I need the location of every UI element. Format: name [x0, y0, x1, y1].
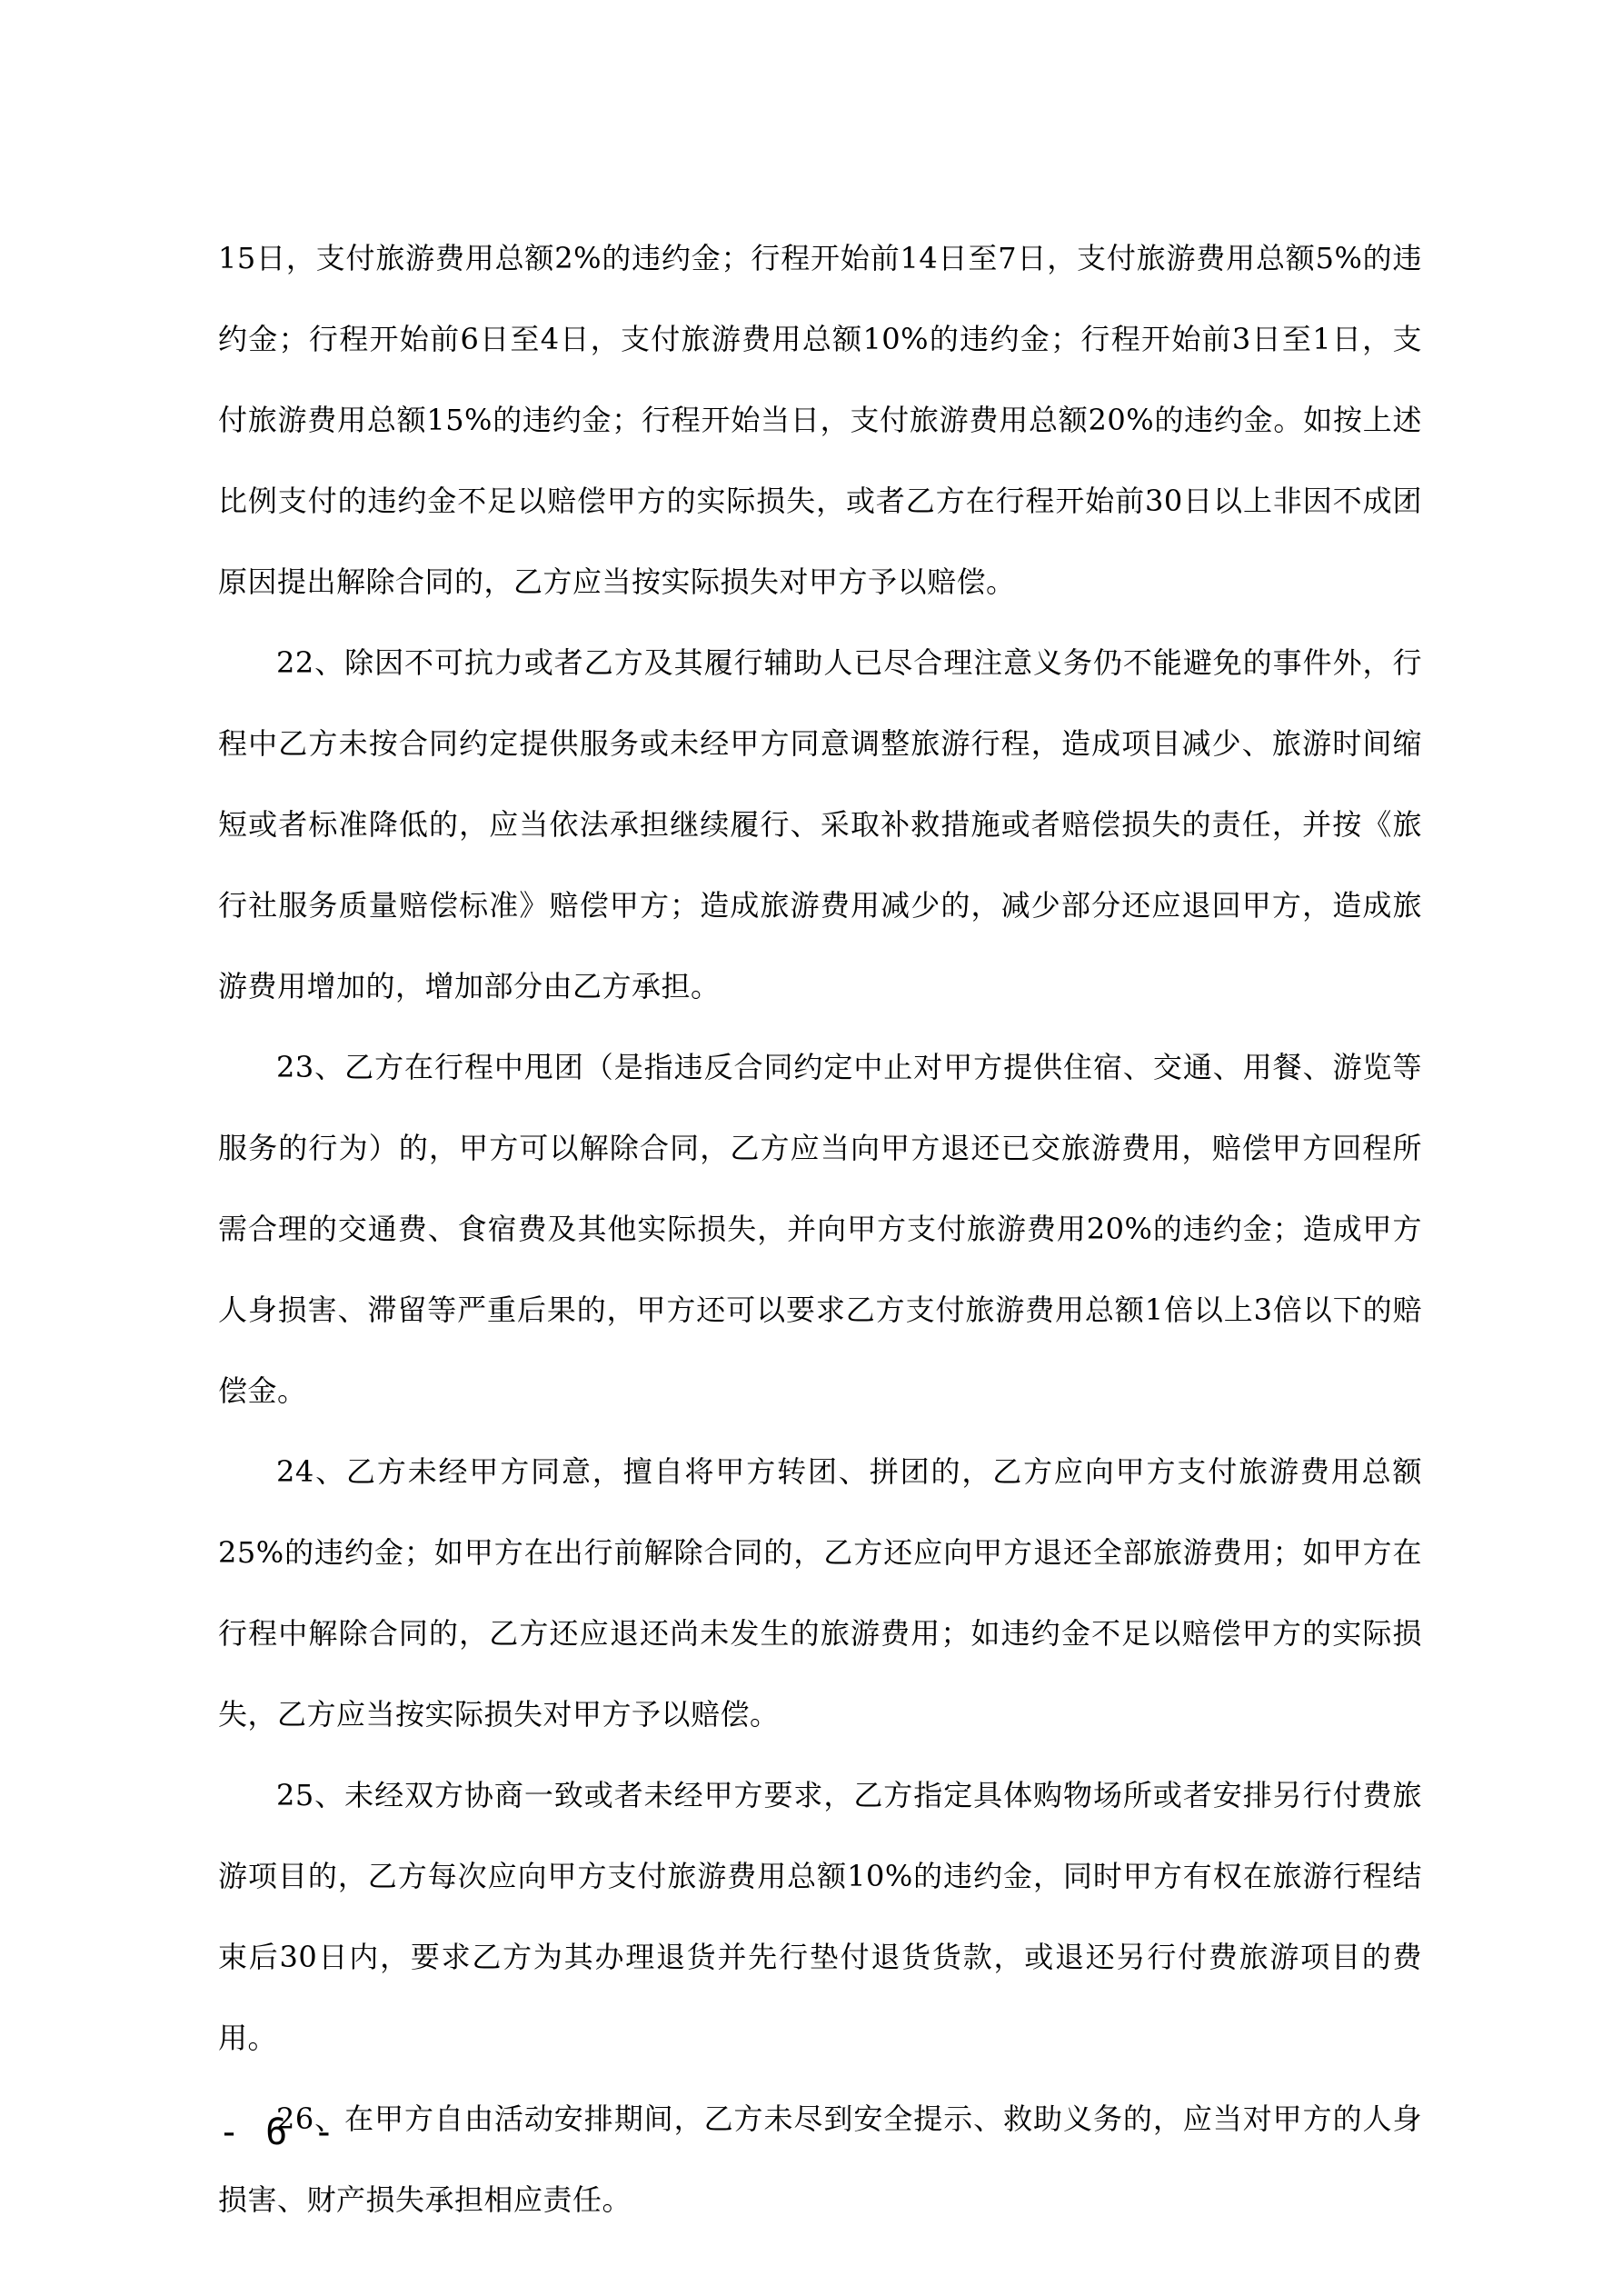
paragraph-clause-22: 22、除因不可抗力或者乙方及其履行辅助人已尽合理注意义务仍不能避免的事件外，行程中乙方未按合同约定提供服务或未经甲方同意调整旅游行程，造成项目减少、旅游时间缩短或者标准降低的，应当依法承担继续履行、采取补救措施或者赔偿损失的责任，并按《旅行社服务质量赔偿标准》赔偿甲方；造成旅游费用减少的，减少部分还应退回甲方，造成旅游费用增加的，增加部分由乙方承担。: [218, 645, 1422, 1003]
paragraph-continued-clause-21: 15日，支付旅游费用总额2%的违约金；行程开始前14日至7日，支付旅游费用总额5%的违约金；行程开始前6日至4日，支付旅游费用总额10%的违约金；行程开始前3日至1日，支付旅游费用总额15%的违约金；行程开始当日，支付旅游费用总额20%的违约金。如按上述比例支付的违约金不足以赔偿甲方的实际损失，或者乙方在行程开始前30日以上非因不成团原因提出解除合同的，乙方应当按实际损失对甲方予以赔偿。: [218, 241, 1422, 599]
document-body: [218, 218, 1422, 2241]
paragraph-clause-24: 24、乙方未经甲方同意，擅自将甲方转团、拼团的，乙方应向甲方支付旅游费用总额25%的违约金；如甲方在出行前解除合同的，乙方还应向甲方退还全部旅游费用；如甲方在行程中解除合同的，乙方还应退还尚未发生的旅游费用；如违约金不足以赔偿甲方的实际损失，乙方应当按实际损失对甲方予以赔偿。: [218, 1454, 1422, 1732]
paragraph-clause-26: 26、在甲方自由活动安排期间，乙方未尽到安全提示、救助义务的，应当对甲方的人身损害、财产损失承担相应责任。: [218, 2101, 1422, 2217]
paragraph-clause-25: 25、未经双方协商一致或者未经甲方要求，乙方指定具体购物场所或者安排另行付费旅游项目的，乙方每次应向甲方支付旅游费用总额10%的违约金，同时甲方有权在旅游行程结束后30日内，要求乙方为其办理退货并先行垫付退货货款，或退还另行付费旅游项目的费用。: [218, 1778, 1422, 2055]
page-number: - 6 -: [218, 2111, 337, 2153]
paragraph-clause-23: 23、乙方在行程中甩团（是指违反合同约定中止对甲方提供住宿、交通、用餐、游览等服务的行为）的，甲方可以解除合同，乙方应当向甲方退还已交旅游费用，赔偿甲方回程所需合理的交通费、食宿费及其他实际损失，并向甲方支付旅游费用20%的违约金；造成甲方人身损害、滞留等严重后果的，甲方还可以要求乙方支付旅游费用总额1倍以上3倍以下的赔偿金。: [218, 1050, 1422, 1408]
